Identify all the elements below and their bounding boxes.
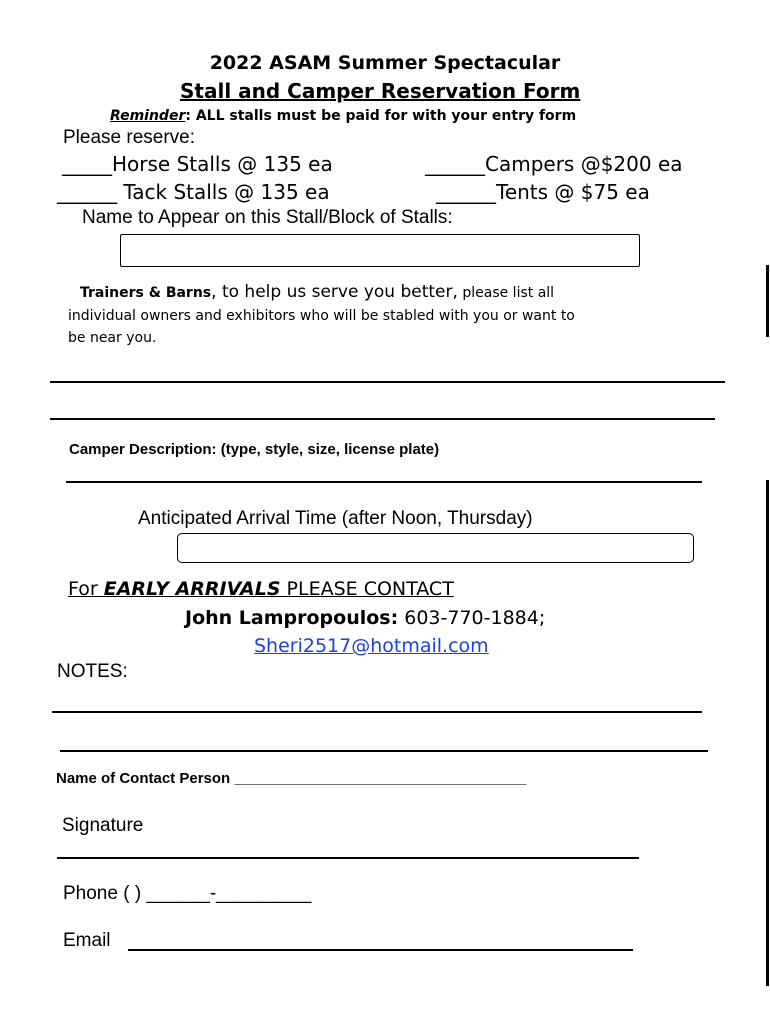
camper-description-line[interactable]	[66, 481, 702, 483]
margin-bar-top	[766, 265, 769, 337]
trainers-mid: , to help us serve you better,	[211, 282, 458, 302]
campers-line: ______Campers @$200 ea	[425, 152, 683, 176]
contact-email-link[interactable]: Sheri2517@hotmail.com	[254, 635, 489, 657]
stall-name-field[interactable]	[120, 234, 640, 267]
tack-stalls-line: ______ Tack Stalls @ 135 ea	[57, 180, 330, 204]
early-suffix: PLEASE CONTACT	[280, 578, 454, 600]
owners-line-1[interactable]	[50, 381, 725, 383]
early-bold: EARLY ARRIVALS	[103, 578, 281, 600]
form-subtitle: Stall and Camper Reservation Form	[180, 79, 581, 103]
trainers-line-1	[80, 281, 554, 304]
trainers-line-3: be near you.	[68, 330, 157, 346]
trainers-rest-1: please list all	[457, 285, 555, 301]
margin-bar-bottom	[766, 480, 769, 986]
phone-field[interactable]: Phone ( ) ______-_________	[63, 883, 312, 904]
owners-line-2[interactable]	[50, 418, 715, 420]
early-arrivals-note	[68, 578, 454, 600]
please-reserve-label: Please reserve:	[63, 127, 196, 148]
tents-line: ______Tents @ $75 ea	[436, 180, 650, 204]
notes-label: NOTES:	[57, 661, 128, 682]
email-line[interactable]	[128, 949, 633, 951]
signature-line[interactable]	[57, 857, 639, 859]
contact-person-field[interactable]: Name of Contact Person ___________________________________	[56, 770, 527, 787]
notes-line-1[interactable]	[52, 711, 702, 713]
email-label: Email	[63, 930, 111, 951]
arrival-time-label: Anticipated Arrival Time (after Noon, Thursday)	[138, 508, 533, 529]
early-prefix: For	[68, 578, 104, 600]
trainers-bold: Trainers & Barns	[80, 285, 212, 301]
notes-line-2[interactable]	[60, 750, 708, 752]
contact-phone: 603-770-1884;	[398, 607, 546, 629]
horse-stalls-line: _____Horse Stalls @ 135 ea	[62, 152, 333, 176]
signature-label: Signature	[62, 815, 144, 836]
camper-description-label: Camper Description: (type, style, size, license plate)	[69, 441, 440, 458]
arrival-time-field[interactable]	[177, 533, 694, 563]
contact-line	[185, 607, 545, 629]
contact-name: John Lampropoulos:	[185, 607, 399, 629]
reminder-text: : ALL stalls must be paid for with your entry form	[185, 108, 577, 124]
form-title: 2022 ASAM Summer Spectacular	[209, 52, 561, 74]
trainers-line-2: individual owners and exhibitors who will be stabled with you or want to	[68, 308, 575, 324]
stall-name-label: Name to Appear on this Stall/Block of Stalls:	[82, 207, 453, 228]
reminder-label: Reminder	[110, 108, 186, 124]
reminder-note	[110, 108, 576, 124]
